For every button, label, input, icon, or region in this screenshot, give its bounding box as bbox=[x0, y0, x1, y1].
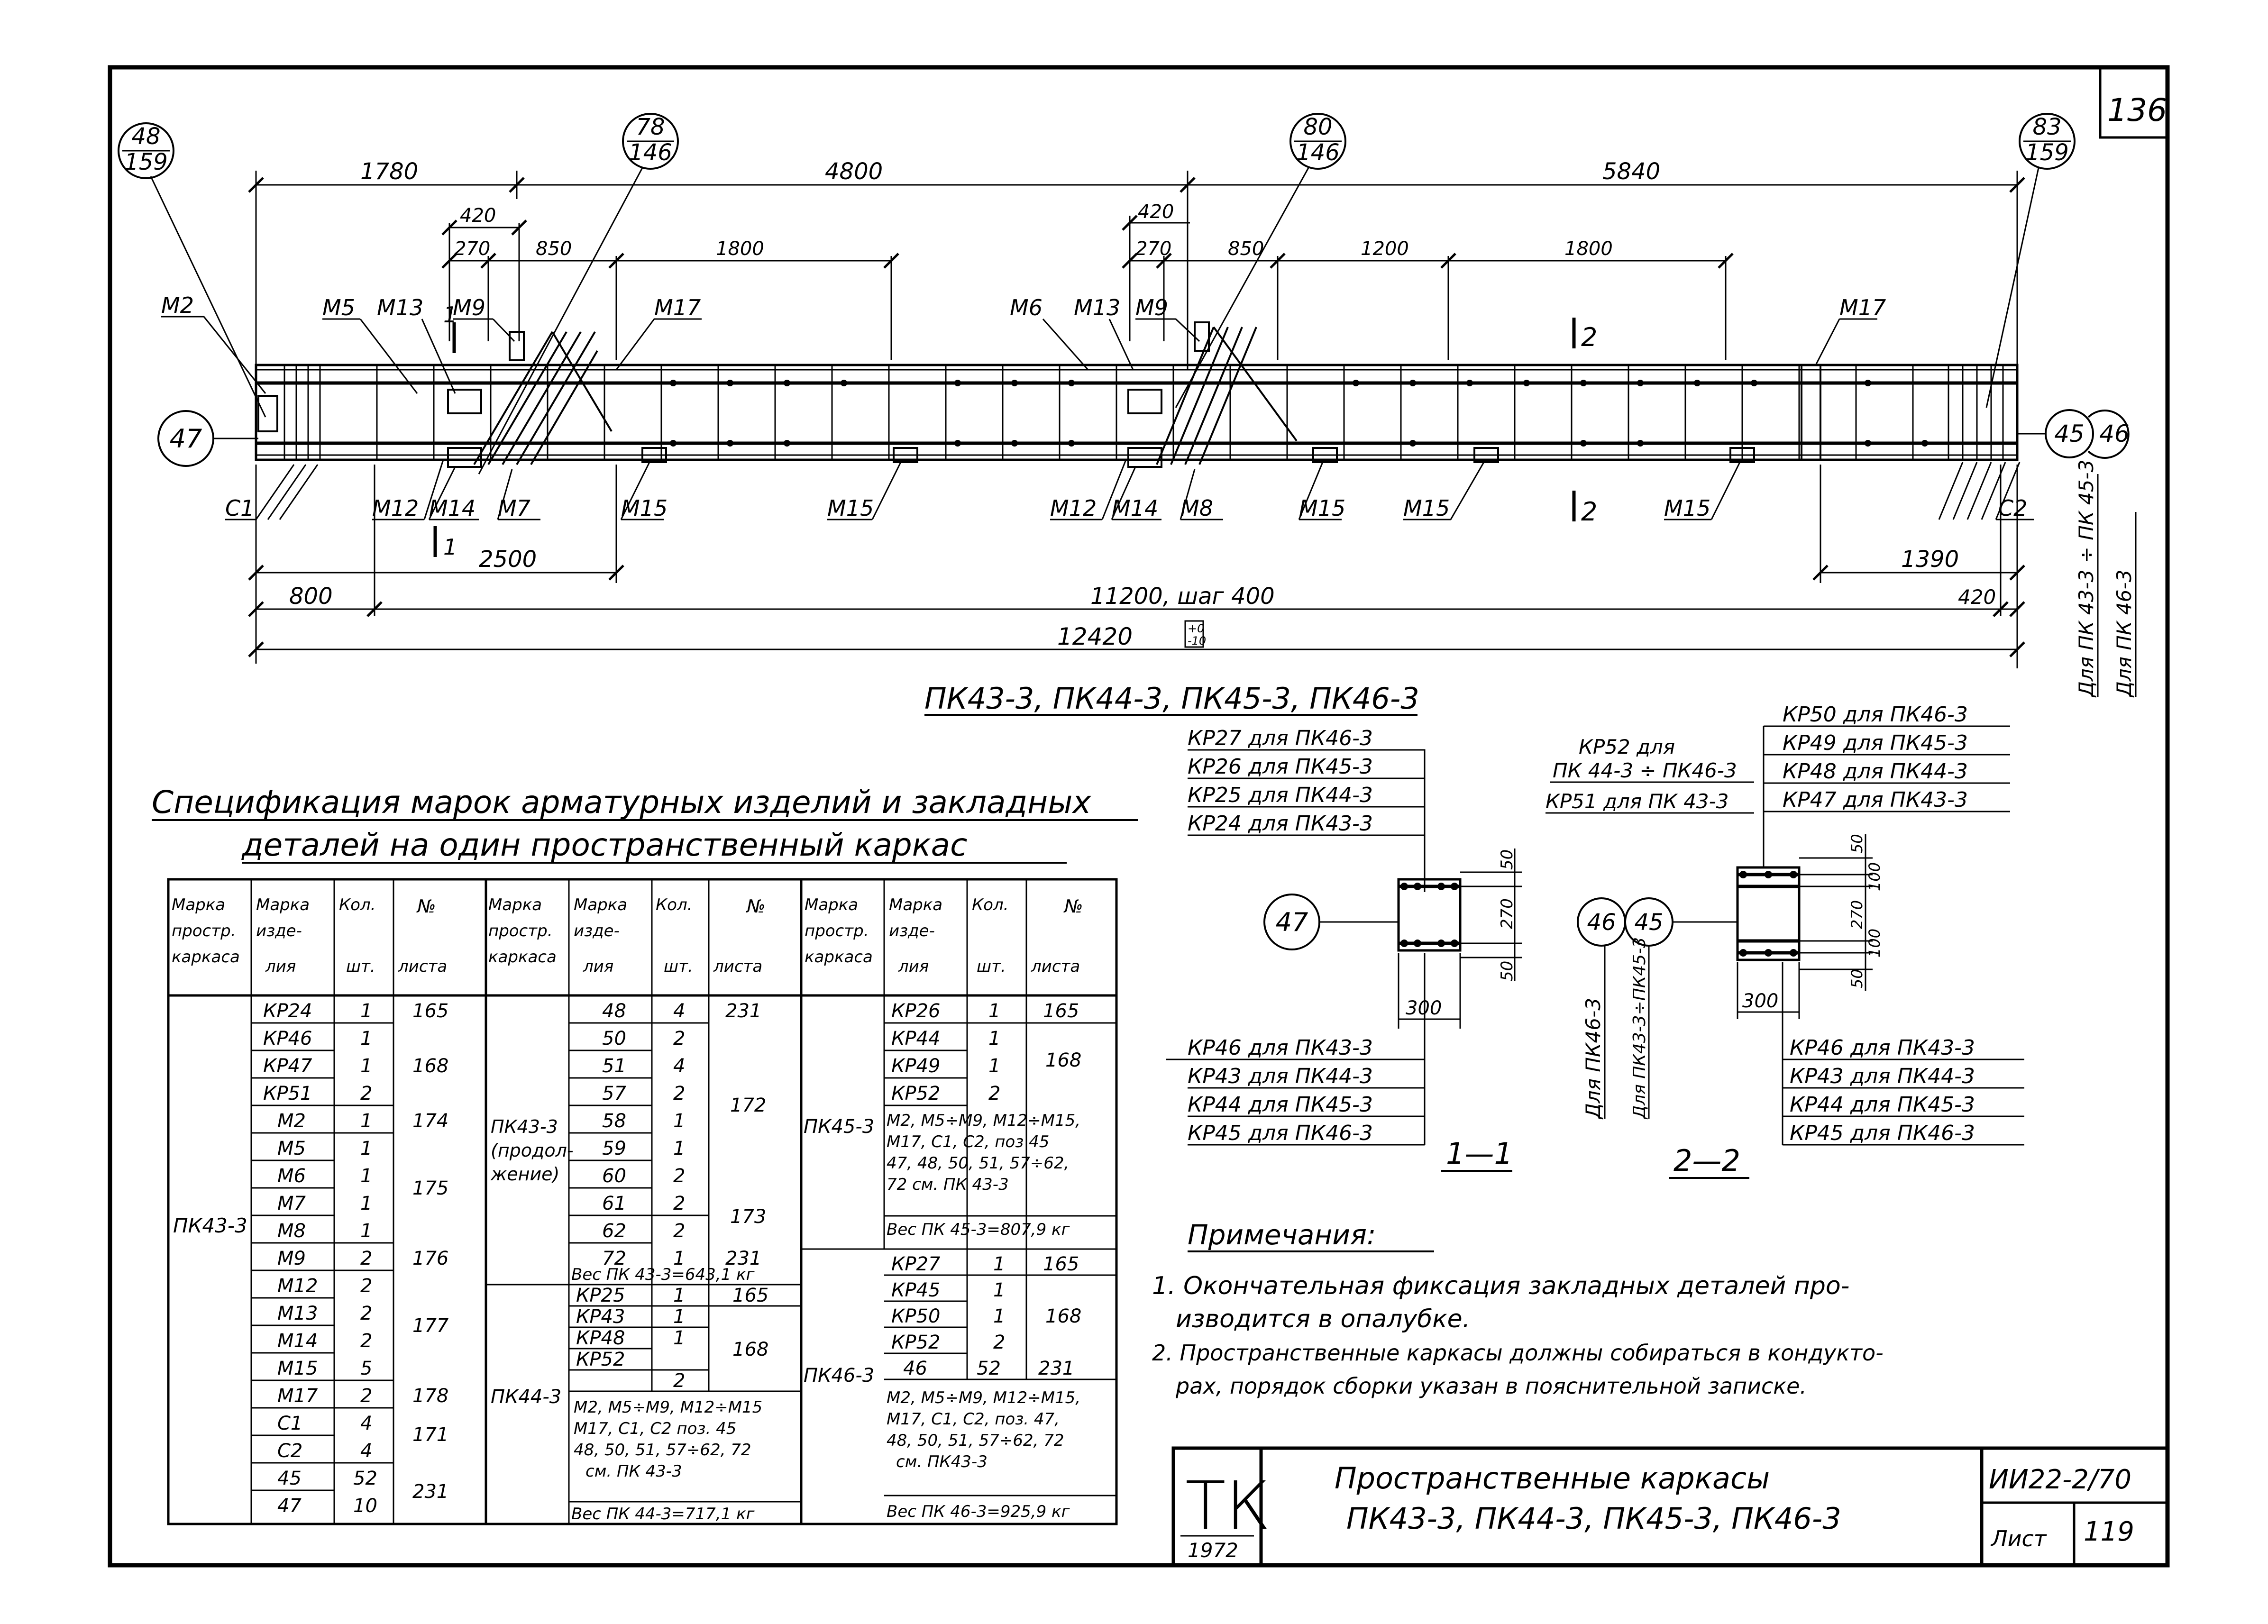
svg-text:М8: М8 bbox=[277, 1220, 306, 1242]
svg-text:1. Окончательная фиксация закл: 1. Окончательная фиксация закладных деталей про- bbox=[1152, 1272, 1850, 1300]
end-circle-right bbox=[2017, 410, 2130, 458]
svg-text:листа: листа bbox=[713, 957, 763, 976]
spec-g2-rows-a bbox=[602, 1000, 766, 1269]
svg-text:48, 50, 51, 57÷62, 72: 48, 50, 51, 57÷62, 72 bbox=[887, 1431, 1064, 1450]
right-label-pk43-45: Для ПК 43-3 ÷ ПК 45-3 bbox=[2075, 459, 2098, 697]
svg-text:ПК43-3: ПК43-3 bbox=[491, 1116, 558, 1137]
svg-text:231: 231 bbox=[725, 1000, 762, 1022]
svg-text:1: 1 bbox=[993, 1279, 1006, 1301]
svg-text:176: 176 bbox=[412, 1248, 449, 1269]
svg-text:1: 1 bbox=[360, 1165, 373, 1187]
svg-text:Марка: Марка bbox=[256, 895, 310, 914]
svg-text:Марка: Марка bbox=[889, 895, 943, 914]
svg-text:146: 146 bbox=[629, 139, 672, 166]
svg-text:2: 2 bbox=[360, 1385, 373, 1407]
dim-4800: 4800 bbox=[825, 158, 883, 185]
svg-text:1: 1 bbox=[360, 1193, 373, 1214]
svg-text:61: 61 bbox=[602, 1193, 626, 1214]
svg-text:2: 2 bbox=[673, 1083, 686, 1104]
svg-text:50: 50 bbox=[602, 1028, 626, 1049]
svg-text:М15: М15 bbox=[621, 495, 668, 521]
title-line1: Пространственные каркасы bbox=[1335, 1461, 1770, 1496]
svg-text:177: 177 bbox=[412, 1315, 449, 1337]
svg-text:КР49 для ПК45-3: КР49 для ПК45-3 bbox=[1783, 731, 1968, 755]
svg-text:159: 159 bbox=[124, 149, 168, 175]
svg-text:КР48 для ПК44-3: КР48 для ПК44-3 bbox=[1783, 759, 1968, 784]
svg-text:М14: М14 bbox=[277, 1330, 318, 1352]
svg-text:165: 165 bbox=[1043, 1253, 1079, 1275]
svg-text:С1: С1 bbox=[225, 495, 255, 521]
svg-text:300: 300 bbox=[1406, 997, 1442, 1019]
svg-text:М12: М12 bbox=[372, 495, 419, 521]
spec-g3-note-b bbox=[887, 1388, 1080, 1471]
svg-text:-10: -10 bbox=[1188, 634, 1207, 648]
svg-text:Кол.: Кол. bbox=[339, 895, 376, 914]
svg-text:КР45 для ПК46-3: КР45 для ПК46-3 bbox=[1188, 1121, 1373, 1145]
svg-text:КР26: КР26 bbox=[891, 1000, 941, 1022]
svg-text:72 см. ПК 43-3: 72 см. ПК 43-3 bbox=[887, 1175, 1009, 1194]
svg-text:М12: М12 bbox=[1050, 495, 1097, 521]
svg-text:100: 100 bbox=[1866, 928, 1884, 958]
svg-text:1: 1 bbox=[993, 1305, 1006, 1327]
svg-text:174: 174 bbox=[412, 1110, 449, 1132]
svg-text:270: 270 bbox=[454, 238, 491, 260]
svg-text:5: 5 bbox=[360, 1358, 373, 1379]
svg-text:КР49: КР49 bbox=[891, 1055, 941, 1077]
section-2-title: 2—2 bbox=[1674, 1143, 1740, 1178]
spec-header-g3 bbox=[805, 895, 1083, 976]
svg-text:51: 51 bbox=[602, 1055, 626, 1077]
callout-b bbox=[1290, 114, 1345, 169]
svg-text:48, 50, 51, 57÷62, 72: 48, 50, 51, 57÷62, 72 bbox=[574, 1441, 751, 1460]
svg-text:2: 2 bbox=[360, 1330, 373, 1352]
svg-text:159: 159 bbox=[2025, 139, 2069, 166]
svg-text:М17, С1, С2, поз 45: М17, С1, С2, поз 45 bbox=[887, 1132, 1050, 1151]
svg-text:300: 300 bbox=[1742, 990, 1779, 1012]
svg-text:жение): жение) bbox=[491, 1164, 560, 1185]
svg-text:КР44 для ПК45-3: КР44 для ПК45-3 bbox=[1790, 1093, 1975, 1117]
svg-text:1800: 1800 bbox=[716, 238, 764, 260]
title-block bbox=[1173, 1448, 2167, 1565]
svg-text:168: 168 bbox=[732, 1339, 769, 1360]
svg-text:1: 1 bbox=[443, 302, 457, 328]
svg-text:Марка: Марка bbox=[172, 895, 226, 914]
svg-text:шт.: шт. bbox=[977, 957, 1006, 976]
svg-text:46: 46 bbox=[1587, 909, 1616, 936]
svg-text:72: 72 bbox=[602, 1248, 626, 1269]
svg-text:М13: М13 bbox=[277, 1303, 318, 1324]
svg-text:КР50 для ПК46-3: КР50 для ПК46-3 bbox=[1783, 703, 1968, 727]
svg-text:2: 2 bbox=[988, 1083, 1001, 1104]
svg-text:+0: +0 bbox=[1188, 622, 1205, 635]
svg-text:168: 168 bbox=[1045, 1305, 1082, 1327]
svg-text:173: 173 bbox=[730, 1206, 767, 1228]
dim-12420: 12420 bbox=[1057, 623, 1133, 650]
svg-text:№: № bbox=[1064, 896, 1083, 917]
svg-text:каркаса: каркаса bbox=[488, 948, 557, 967]
end-circle-left bbox=[158, 411, 258, 466]
spec-g2-rows-b bbox=[576, 1285, 768, 1392]
svg-text:Марка: Марка bbox=[488, 895, 542, 914]
svg-text:М14: М14 bbox=[1112, 495, 1159, 521]
dim-800: 800 bbox=[289, 583, 333, 610]
spec-g2-frame-b: ПК44-3 bbox=[491, 1386, 562, 1408]
notes-title: Примечания: bbox=[1188, 1219, 1376, 1251]
svg-text:47: 47 bbox=[169, 424, 202, 454]
svg-text:178: 178 bbox=[412, 1385, 449, 1407]
svg-text:231: 231 bbox=[725, 1248, 762, 1269]
svg-text:КР46: КР46 bbox=[263, 1028, 312, 1049]
svg-text:Для ПК46-3: Для ПК46-3 bbox=[1582, 998, 1605, 1119]
svg-text:М7: М7 bbox=[277, 1193, 306, 1214]
svg-text:1: 1 bbox=[673, 1285, 686, 1306]
svg-text:62: 62 bbox=[602, 1220, 626, 1242]
svg-text:М9: М9 bbox=[453, 295, 485, 320]
svg-text:изде-: изде- bbox=[889, 921, 935, 940]
svg-text:1: 1 bbox=[673, 1138, 686, 1159]
svg-text:2: 2 bbox=[1581, 497, 1598, 527]
svg-text:2: 2 bbox=[360, 1083, 373, 1104]
spec-title-line2: деталей на один пространственный каркас bbox=[242, 827, 968, 863]
spec-table bbox=[168, 879, 1116, 1524]
svg-text:КР45: КР45 bbox=[891, 1279, 941, 1301]
svg-text:КР24 для ПК43-3: КР24 для ПК43-3 bbox=[1188, 812, 1373, 836]
svg-text:46: 46 bbox=[2099, 420, 2130, 447]
svg-text:146: 146 bbox=[1296, 139, 1340, 166]
spec-g3-frame-a: ПК45-3 bbox=[804, 1116, 875, 1138]
svg-text:С2: С2 bbox=[1998, 495, 2028, 521]
svg-text:КР25 для ПК44-3: КР25 для ПК44-3 bbox=[1188, 783, 1373, 807]
sheet-label: Лист bbox=[1991, 1526, 2047, 1551]
callout-a bbox=[623, 114, 678, 169]
svg-text:М6: М6 bbox=[277, 1165, 306, 1187]
spec-g3-rows-a bbox=[891, 1000, 1081, 1104]
svg-text:М12: М12 bbox=[277, 1275, 318, 1297]
main-caption: ПК43-3, ПК44-3, ПК45-3, ПК46-3 bbox=[924, 681, 1419, 716]
svg-text:простр.: простр. bbox=[488, 921, 553, 940]
svg-text:рах, порядок сборки указан в п: рах, порядок сборки указан в пояснительной записке. bbox=[1176, 1373, 1807, 1399]
svg-text:(продол-: (продол- bbox=[491, 1140, 574, 1161]
svg-text:59: 59 bbox=[602, 1138, 626, 1159]
frame-elevation bbox=[119, 114, 2136, 716]
svg-text:1: 1 bbox=[988, 1028, 1001, 1049]
svg-text:КР44: КР44 bbox=[891, 1028, 941, 1049]
section-1-title: 1—1 bbox=[1446, 1136, 1513, 1171]
svg-text:100: 100 bbox=[1866, 862, 1884, 891]
svg-text:2: 2 bbox=[993, 1332, 1006, 1353]
svg-text:Кол.: Кол. bbox=[656, 895, 693, 914]
svg-text:М15: М15 bbox=[827, 495, 874, 521]
svg-text:1: 1 bbox=[673, 1110, 686, 1132]
svg-text:Кол.: Кол. bbox=[972, 895, 1009, 914]
svg-text:Марка: Марка bbox=[805, 895, 859, 914]
svg-text:83: 83 bbox=[2032, 114, 2062, 140]
spec-g3-frame-b: ПК46-3 bbox=[804, 1365, 875, 1387]
svg-text:47: 47 bbox=[1275, 907, 1308, 937]
svg-text:270: 270 bbox=[1498, 898, 1517, 929]
svg-text:1: 1 bbox=[360, 1000, 373, 1022]
svg-text:172: 172 bbox=[730, 1095, 767, 1116]
svg-text:КР47: КР47 bbox=[263, 1055, 312, 1077]
spec-header-g1 bbox=[172, 895, 447, 976]
svg-text:КР52: КР52 bbox=[891, 1332, 941, 1353]
svg-text:М5: М5 bbox=[322, 295, 355, 320]
dim-2500: 2500 bbox=[479, 546, 537, 573]
svg-text:270: 270 bbox=[1848, 900, 1866, 929]
page-number: 136 bbox=[2107, 92, 2167, 128]
dim-420: 420 bbox=[1958, 585, 1996, 609]
svg-text:М15: М15 bbox=[277, 1358, 318, 1379]
svg-text:52: 52 bbox=[353, 1468, 377, 1489]
svg-text:изде-: изде- bbox=[574, 921, 620, 940]
svg-text:КР45 для ПК46-3: КР45 для ПК46-3 bbox=[1790, 1121, 1975, 1145]
svg-text:165: 165 bbox=[732, 1285, 769, 1306]
svg-text:изде-: изде- bbox=[256, 921, 302, 940]
svg-text:М17: М17 bbox=[1839, 295, 1886, 320]
svg-text:231: 231 bbox=[1038, 1358, 1075, 1379]
svg-text:47, 48, 50, 51, 57÷62,: 47, 48, 50, 51, 57÷62, bbox=[887, 1154, 1070, 1173]
svg-text:М13: М13 bbox=[1074, 295, 1121, 320]
svg-text:4: 4 bbox=[360, 1440, 373, 1462]
svg-text:КР27 для ПК46-3: КР27 для ПК46-3 bbox=[1188, 726, 1373, 750]
svg-text:1: 1 bbox=[988, 1055, 1001, 1077]
svg-text:2: 2 bbox=[673, 1193, 686, 1214]
section-marks bbox=[435, 302, 1597, 560]
sheet-number: 119 bbox=[2084, 1516, 2134, 1547]
dim-1780: 1780 bbox=[360, 158, 419, 185]
svg-text:420: 420 bbox=[460, 205, 496, 227]
svg-text:см. ПК43-3: см. ПК43-3 bbox=[896, 1452, 988, 1471]
svg-text:КР52: КР52 bbox=[891, 1083, 941, 1104]
svg-text:М2: М2 bbox=[277, 1110, 306, 1132]
svg-text:1: 1 bbox=[360, 1028, 373, 1049]
svg-text:КР43: КР43 bbox=[576, 1306, 625, 1328]
svg-text:шт.: шт. bbox=[664, 957, 693, 976]
svg-text:лия: лия bbox=[265, 957, 296, 976]
svg-text:КР46 для ПК43-3: КР46 для ПК43-3 bbox=[1188, 1036, 1373, 1060]
spec-g2-weight-a: Вес ПК 43-3=643,1 кг bbox=[571, 1265, 755, 1284]
series-number: ИИ22-2/70 bbox=[1989, 1464, 2131, 1495]
svg-text:С1: С1 bbox=[277, 1413, 303, 1434]
svg-text:М2: М2 bbox=[161, 292, 194, 318]
svg-text:лия: лия bbox=[583, 957, 614, 976]
svg-text:850: 850 bbox=[1228, 238, 1264, 260]
svg-text:КР51 для ПК 43-3: КР51 для ПК 43-3 bbox=[1546, 790, 1729, 813]
svg-text:М2, М5÷М9, М12÷М15,: М2, М5÷М9, М12÷М15, bbox=[887, 1111, 1081, 1130]
svg-text:50: 50 bbox=[1848, 834, 1866, 853]
svg-text:78: 78 bbox=[636, 114, 665, 140]
svg-text:45: 45 bbox=[277, 1468, 302, 1489]
dim-11200: 11200, шаг 400 bbox=[1090, 583, 1275, 610]
svg-text:М6: М6 bbox=[1010, 295, 1043, 320]
svg-text:47: 47 bbox=[277, 1495, 302, 1517]
svg-text:45: 45 bbox=[2054, 420, 2085, 447]
elevation-bottom-labels bbox=[225, 460, 2034, 521]
spec-title-line1: Спецификация марок арматурных изделий и закладных bbox=[152, 784, 1091, 821]
svg-text:КР43 для ПК44-3: КР43 для ПК44-3 bbox=[1188, 1064, 1373, 1088]
title-line2: ПК43-3, ПК44-3, ПК45-3, ПК46-3 bbox=[1346, 1501, 1841, 1536]
svg-text:простр.: простр. bbox=[805, 921, 869, 940]
svg-text:2: 2 bbox=[673, 1370, 686, 1392]
svg-text:58: 58 bbox=[602, 1110, 626, 1132]
svg-text:см. ПК 43-3: см. ПК 43-3 bbox=[585, 1462, 682, 1481]
svg-text:60: 60 bbox=[602, 1165, 626, 1187]
svg-text:165: 165 bbox=[1043, 1000, 1079, 1022]
svg-text:М8: М8 bbox=[1180, 495, 1213, 521]
svg-text:М2, М5÷М9, М12÷М15,: М2, М5÷М9, М12÷М15, bbox=[887, 1388, 1081, 1407]
svg-text:КР44 для ПК45-3: КР44 для ПК45-3 bbox=[1188, 1093, 1373, 1117]
year: 1972 bbox=[1188, 1539, 1238, 1562]
svg-text:4: 4 bbox=[673, 1000, 686, 1022]
svg-text:46: 46 bbox=[903, 1358, 927, 1379]
svg-text:171: 171 bbox=[412, 1424, 449, 1446]
spec-g3-note-a bbox=[887, 1111, 1080, 1194]
svg-text:1: 1 bbox=[993, 1253, 1006, 1275]
svg-text:М9: М9 bbox=[277, 1248, 306, 1269]
spec-g3-rows-b bbox=[891, 1253, 1081, 1379]
dim-5840: 5840 bbox=[1602, 158, 1661, 185]
svg-text:КР48: КР48 bbox=[576, 1327, 625, 1349]
svg-text:4: 4 bbox=[360, 1413, 373, 1434]
svg-text:1: 1 bbox=[360, 1138, 373, 1159]
svg-text:Для ПК43-3÷ПК45-3: Для ПК43-3÷ПК45-3 bbox=[1630, 937, 1649, 1119]
elevation-top-labels bbox=[161, 292, 1886, 393]
svg-text:КР24: КР24 bbox=[263, 1000, 312, 1022]
svg-text:1: 1 bbox=[988, 1000, 1001, 1022]
svg-text:КР46 для ПК43-3: КР46 для ПК43-3 bbox=[1790, 1036, 1975, 1060]
svg-text:1: 1 bbox=[360, 1055, 373, 1077]
svg-text:С2: С2 bbox=[277, 1440, 303, 1462]
svg-text:2: 2 bbox=[673, 1028, 686, 1049]
svg-text:50: 50 bbox=[1498, 960, 1517, 981]
svg-text:2: 2 bbox=[673, 1165, 686, 1187]
svg-text:М17, С1, С2, поз. 47,: М17, С1, С2, поз. 47, bbox=[887, 1410, 1060, 1429]
svg-text:1200: 1200 bbox=[1361, 238, 1409, 260]
svg-text:850: 850 bbox=[536, 238, 572, 260]
svg-text:45: 45 bbox=[1634, 909, 1664, 936]
notes bbox=[1152, 1219, 1884, 1399]
logo: ТК bbox=[1185, 1468, 1271, 1545]
svg-text:М15: М15 bbox=[1299, 495, 1346, 521]
svg-text:№: № bbox=[417, 896, 436, 917]
svg-text:М7: М7 bbox=[498, 495, 530, 521]
spec-g3-weight-b: Вес ПК 46-3=925,9 кг bbox=[887, 1502, 1070, 1521]
svg-text:№: № bbox=[747, 896, 766, 917]
svg-text:48: 48 bbox=[602, 1000, 626, 1022]
svg-text:Марка: Марка bbox=[574, 895, 628, 914]
svg-text:1: 1 bbox=[360, 1220, 373, 1242]
svg-text:1: 1 bbox=[443, 534, 457, 560]
svg-text:4: 4 bbox=[673, 1055, 686, 1077]
svg-text:270: 270 bbox=[1135, 238, 1172, 260]
svg-text:1: 1 bbox=[673, 1327, 686, 1349]
svg-text:простр.: простр. bbox=[172, 921, 236, 940]
svg-text:КР43 для ПК44-3: КР43 для ПК44-3 bbox=[1790, 1064, 1975, 1088]
svg-text:2. Пространственные каркасы до: 2. Пространственные каркасы должны собираться в кондукто- bbox=[1152, 1340, 1884, 1366]
svg-text:М15: М15 bbox=[1664, 495, 1711, 521]
svg-text:М17: М17 bbox=[277, 1385, 318, 1407]
spec-g2-note-b bbox=[574, 1398, 762, 1481]
section-1-1 bbox=[1166, 726, 1522, 1171]
svg-text:1: 1 bbox=[673, 1248, 686, 1269]
svg-text:168: 168 bbox=[1045, 1049, 1082, 1071]
svg-text:57: 57 bbox=[602, 1083, 626, 1104]
section-2-2 bbox=[1546, 703, 2024, 1178]
svg-text:1: 1 bbox=[673, 1306, 686, 1328]
svg-text:КР27: КР27 bbox=[891, 1253, 941, 1275]
svg-text:КР50: КР50 bbox=[891, 1305, 941, 1327]
callout-top-right bbox=[2020, 114, 2075, 169]
spec-g3-weight-a: Вес ПК 45-3=807,9 кг bbox=[887, 1220, 1070, 1239]
svg-text:231: 231 bbox=[412, 1481, 449, 1503]
svg-text:420: 420 bbox=[1138, 201, 1174, 223]
svg-text:КР47 для ПК43-3: КР47 для ПК43-3 bbox=[1783, 788, 1968, 812]
svg-text:М5: М5 bbox=[277, 1138, 306, 1159]
svg-text:168: 168 bbox=[412, 1055, 449, 1077]
svg-text:ПК 44-3 ÷ ПК46-3: ПК 44-3 ÷ ПК46-3 bbox=[1553, 759, 1737, 782]
svg-text:2: 2 bbox=[360, 1275, 373, 1297]
svg-text:52: 52 bbox=[977, 1358, 1001, 1379]
svg-text:шт.: шт. bbox=[346, 957, 375, 976]
svg-text:2: 2 bbox=[673, 1220, 686, 1242]
svg-text:2: 2 bbox=[360, 1248, 373, 1269]
svg-text:изводится в опалубке.: изводится в опалубке. bbox=[1176, 1305, 1471, 1333]
svg-text:48: 48 bbox=[131, 123, 161, 150]
right-label-pk46: Для ПК 46-3 bbox=[2113, 569, 2136, 697]
svg-text:50: 50 bbox=[1848, 969, 1866, 988]
svg-text:2: 2 bbox=[1581, 322, 1598, 352]
svg-text:КР25: КР25 bbox=[576, 1285, 625, 1306]
svg-text:2: 2 bbox=[360, 1303, 373, 1324]
svg-text:КР52 для: КР52 для bbox=[1579, 735, 1675, 758]
svg-text:М13: М13 bbox=[377, 295, 424, 320]
svg-text:М9: М9 bbox=[1135, 295, 1168, 320]
svg-text:КР51: КР51 bbox=[263, 1083, 312, 1104]
svg-text:М15: М15 bbox=[1403, 495, 1450, 521]
callout-top-left bbox=[119, 123, 174, 178]
svg-text:50: 50 bbox=[1498, 849, 1517, 870]
svg-text:10: 10 bbox=[353, 1495, 377, 1517]
svg-text:листа: листа bbox=[398, 957, 448, 976]
svg-text:1: 1 bbox=[360, 1110, 373, 1132]
svg-text:165: 165 bbox=[412, 1000, 449, 1022]
svg-text:каркаса: каркаса bbox=[805, 948, 873, 967]
svg-text:КР26 для ПК45-3: КР26 для ПК45-3 bbox=[1188, 755, 1373, 779]
spec-header-g2 bbox=[488, 895, 766, 976]
svg-text:80: 80 bbox=[1303, 114, 1333, 140]
svg-text:каркаса: каркаса bbox=[172, 948, 240, 967]
svg-text:1800: 1800 bbox=[1564, 238, 1613, 260]
spec-g1-frame: ПК43-3 bbox=[173, 1214, 247, 1237]
svg-text:М17: М17 bbox=[654, 295, 701, 320]
svg-text:листа: листа bbox=[1031, 957, 1080, 976]
svg-text:М2, М5÷М9, М12÷М15: М2, М5÷М9, М12÷М15 bbox=[574, 1398, 763, 1417]
svg-text:М17, С1, С2 поз. 45: М17, С1, С2 поз. 45 bbox=[574, 1419, 737, 1438]
svg-text:М14: М14 bbox=[429, 495, 476, 521]
svg-text:КР52: КР52 bbox=[576, 1349, 625, 1370]
svg-text:лия: лия bbox=[898, 957, 929, 976]
dim-1390: 1390 bbox=[1901, 546, 1959, 573]
svg-text:175: 175 bbox=[412, 1177, 449, 1199]
spec-g2-weight-b: Вес ПК 44-3=717,1 кг bbox=[571, 1505, 755, 1524]
